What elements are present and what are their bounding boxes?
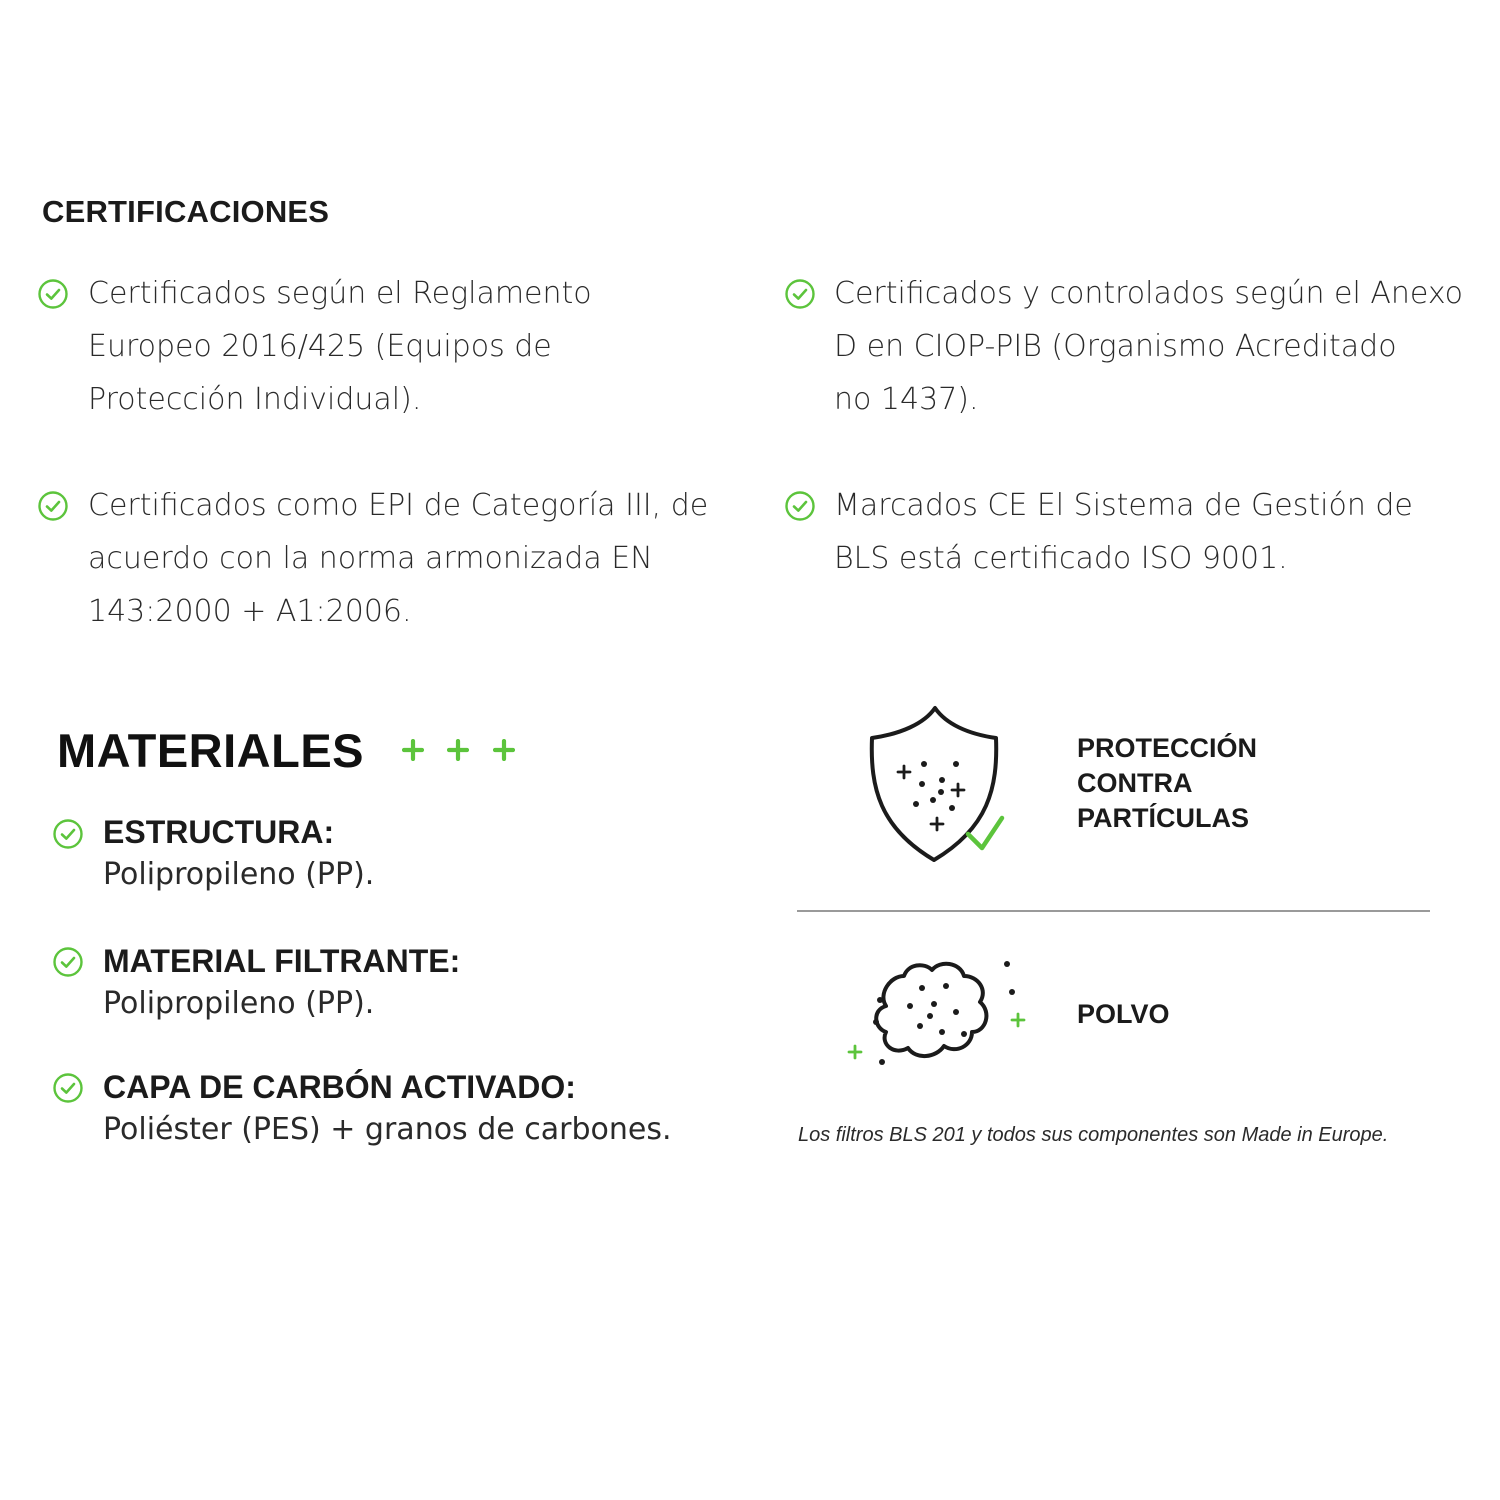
cert-line: Certificados como EPI de Categoría III, de [88, 488, 709, 523]
footnote: Los filtros BLS 201 y todos sus componentes son Made in Europe. [798, 1124, 1389, 1146]
certification-item [834, 479, 1413, 585]
material-value: Polipropileno (PP). [103, 857, 375, 892]
check-circle-icon [52, 818, 84, 850]
plus-icon [447, 739, 469, 761]
cert-line: acuerdo con la norma armonizada EN [88, 541, 653, 576]
check-circle-icon [37, 278, 69, 310]
material-heading: CAPA DE CARBÓN ACTIVADO: [103, 1069, 576, 1105]
cert-line: Marcados CE El Sistema de Gestión de [834, 488, 1413, 523]
cert-line: Certificados según el Reglamento [88, 276, 592, 311]
plus-icon [402, 739, 424, 761]
check-circle-icon [784, 490, 816, 522]
material-value: Polipropileno (PP). [103, 986, 375, 1021]
divider [797, 910, 1430, 912]
check-circle-icon [784, 278, 816, 310]
feature-label-particles: PROTECCIÓN CONTRA PARTÍCULAS [1077, 733, 1258, 833]
certification-item [88, 479, 708, 638]
material-value: Poliéster (PES) + granos de carbones. [103, 1112, 672, 1147]
check-circle-icon [52, 946, 84, 978]
certification-item [834, 267, 1463, 426]
certification-item [88, 267, 592, 426]
cert-line: D en CIOP-PIB (Organismo Acreditado [834, 329, 1397, 364]
cert-line: BLS está certificado ISO 9001. [834, 541, 1288, 576]
material-heading: ESTRUCTURA: [103, 814, 335, 850]
shield-particles-icon [862, 700, 1012, 870]
cert-line: Europeo 2016/425 (Equipos de [88, 329, 552, 364]
plus-icon [493, 739, 515, 761]
materials-title: MATERIALES [57, 724, 365, 777]
feature-label-dust: POLVO [1077, 999, 1170, 1029]
cert-line: 143:2000 + A1:2006. [88, 594, 412, 629]
cert-line: Protección Individual). [88, 382, 422, 417]
material-heading: MATERIAL FILTRANTE: [103, 943, 461, 979]
cert-line: Certificados y controlados según el Anexo [834, 276, 1464, 311]
check-circle-icon [37, 490, 69, 522]
certifications-title: CERTIFICACIONES [42, 194, 330, 229]
cert-line: no 1437). [834, 382, 979, 417]
dust-cloud-icon [842, 952, 1032, 1072]
check-circle-icon [52, 1072, 84, 1104]
